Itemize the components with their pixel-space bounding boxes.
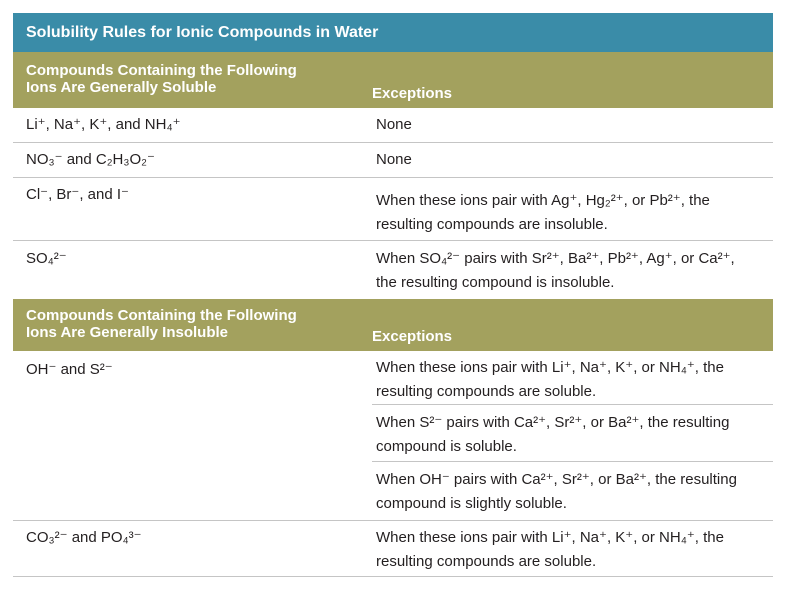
exception-cell: When these ions pair with Li⁺, Na⁺, K⁺, or NH₄⁺, the resulting compounds are soluble.: [372, 351, 773, 405]
exception-group: [372, 351, 773, 520]
soluble-header-line1: Compounds Containing the Following: [26, 62, 297, 79]
insoluble-exceptions-header: Exceptions: [372, 328, 453, 345]
insoluble-header-line2: Ions Are Generally Insoluble: [26, 324, 229, 341]
table-row: [13, 108, 773, 143]
table-row: [13, 143, 773, 178]
soluble-exceptions-header: Exceptions: [372, 85, 453, 102]
ion-cell: OH⁻ and S²⁻: [26, 361, 113, 378]
ion-cell: NO₃⁻ and C₂H₃O₂⁻: [26, 151, 155, 168]
exception-cell: None: [376, 151, 412, 168]
exception-cell: When SO₄²⁻ pairs with Sr²⁺, Ba²⁺, Pb²⁺, Ag⁺, or Ca²⁺, the resulting compound is insoluble.: [376, 250, 735, 291]
soluble-header-label: [13, 52, 372, 108]
ion-cell: CO₃²⁻ and PO₄³⁻: [26, 529, 142, 546]
insoluble-header-line1: Compounds Containing the Following: [26, 307, 297, 324]
insoluble-header-label: [13, 299, 372, 351]
exception-cell: When these ions pair with Ag⁺, Hg₂²⁺, or Pb²⁺, the resulting compounds are insoluble.: [376, 192, 710, 233]
solubility-table: [13, 13, 773, 577]
ion-cell: Cl⁻, Br⁻, and I⁻: [26, 186, 129, 203]
soluble-section-header: [13, 52, 773, 108]
table-title-bar: [13, 13, 773, 52]
exception-cell: When OH⁻ pairs with Ca²⁺, Sr²⁺, or Ba²⁺, the resulting compound is slightly soluble.: [376, 471, 737, 512]
table-row: [13, 241, 773, 299]
table-row: [13, 178, 773, 241]
ion-cell: SO₄²⁻: [26, 250, 67, 267]
exception-cell: When S²⁻ pairs with Ca²⁺, Sr²⁺, or Ba²⁺, the resulting compound is soluble.: [372, 405, 773, 462]
table-row: [13, 351, 773, 521]
table-row: [13, 521, 773, 577]
insoluble-section-header: [13, 299, 773, 351]
soluble-header-line2: Ions Are Generally Soluble: [26, 79, 217, 96]
exception-cell: None: [376, 116, 412, 133]
table-title: Solubility Rules for Ionic Compounds in Water: [26, 23, 379, 41]
exception-cell: When these ions pair with Li⁺, Na⁺, K⁺, or NH₄⁺, the resulting compounds are soluble.: [376, 529, 724, 570]
ion-cell: Li⁺, Na⁺, K⁺, and NH₄⁺: [26, 116, 181, 133]
